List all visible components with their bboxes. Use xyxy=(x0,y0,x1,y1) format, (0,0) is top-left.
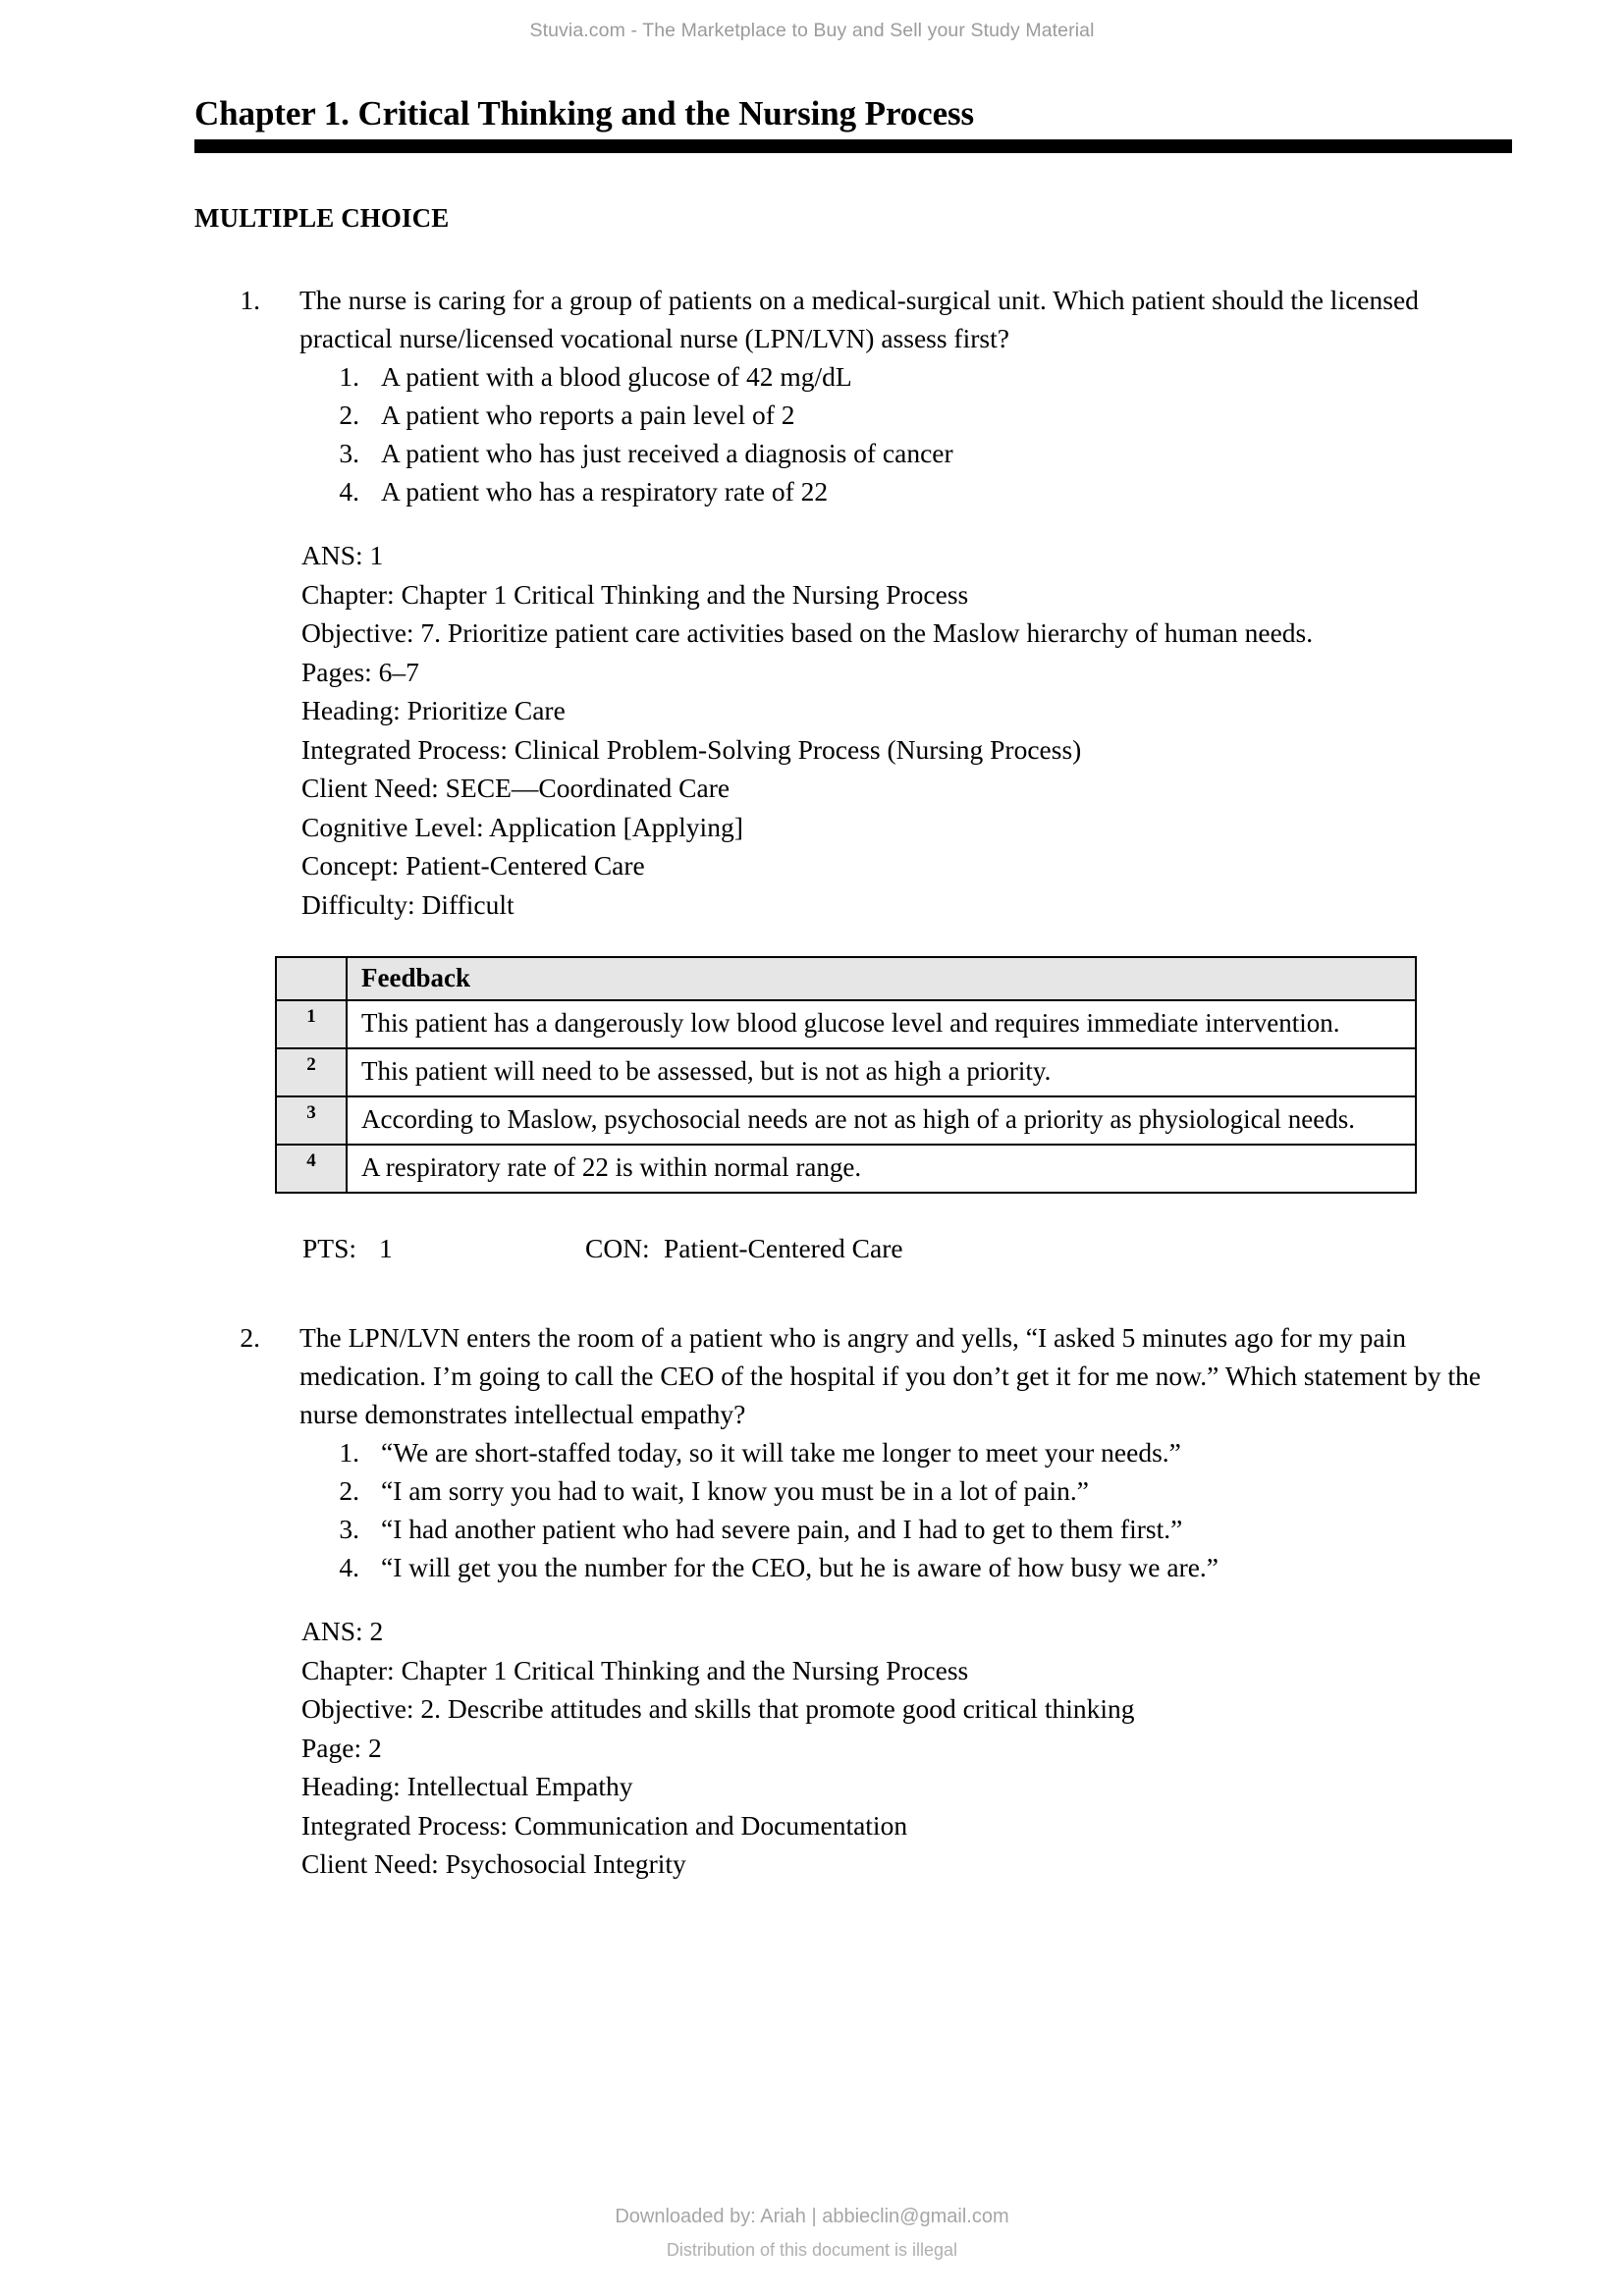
question-2-option-2[interactable] xyxy=(332,1471,1515,1510)
option-label: “I had another patient who had severe pain, and I had to get to them first.” xyxy=(381,1514,1183,1545)
option-number: 2. xyxy=(339,1475,359,1507)
feedback-row-text: This patient has a dangerously low blood glucose level and requires immediate intervention. xyxy=(347,1000,1416,1048)
feedback-row-number: 3 xyxy=(276,1096,347,1145)
question-2-stem: The LPN/LVN enters the room of a patient who is angry and yells, “I asked 5 minutes ago for my pain medication. I’m going to call the CEO of the hospital if you don’t get it for me now.” Which statement by the nurse demonstrates intellectual empathy? xyxy=(299,1322,1482,1430)
metadata-integrated-process: Integrated Process: Clinical Problem-Solving Process (Nursing Process) xyxy=(301,733,1082,765)
option-label: “I will get you the number for the CEO, but he is aware of how busy we are.” xyxy=(381,1552,1219,1583)
metadata-difficulty: Difficulty: Difficult xyxy=(301,888,514,920)
feedback-row-number: 1 xyxy=(276,1000,347,1048)
metadata-integrated-process: Integrated Process: Communication and Documentation xyxy=(301,1809,908,1841)
question-1-option-1[interactable] xyxy=(332,357,1515,396)
title-divider-rule xyxy=(194,139,1512,153)
question-1-stem: The nurse is caring for a group of patients on a medical-surgical unit. Which patient should the licensed practical nurse/licensed vocational nurse (LPN/LVN) assess first? xyxy=(299,285,1419,354)
feedback-row-text: A respiratory rate of 22 is within normal range. xyxy=(347,1145,1416,1193)
question-2-number: 2. xyxy=(240,1322,260,1354)
option-number: 4. xyxy=(339,1552,359,1583)
section-heading-multiple-choice: MULTIPLE CHOICE xyxy=(194,203,450,234)
question-2-metadata xyxy=(301,1612,1401,1884)
feedback-table xyxy=(275,956,1417,1194)
feedback-header-label: Feedback xyxy=(347,957,1416,1000)
option-number: 3. xyxy=(339,438,359,469)
question-2-stem-row xyxy=(194,1318,1515,1433)
footer-downloaded-by: Downloaded by: Ariah | abbieclin@gmail.com xyxy=(615,2206,1009,2227)
metadata-objective: Objective: 7. Prioritize patient care activities based on the Maslow hierarchy of human needs. xyxy=(301,617,1314,649)
option-label: A patient with a blood glucose of 42 mg/dL xyxy=(381,361,852,393)
question-block-1 xyxy=(194,281,1515,1267)
question-2-option-3[interactable] xyxy=(332,1510,1515,1548)
question-1-stem-row xyxy=(194,281,1515,357)
document-content xyxy=(194,94,1515,1884)
option-number: 2. xyxy=(339,400,359,431)
table-row xyxy=(276,1048,1416,1096)
feedback-row-text: According to Maslow, psychosocial needs are not as high of a priority as physiological needs. xyxy=(347,1096,1416,1145)
metadata-client-need: Client Need: SECE—Coordinated Care xyxy=(301,773,731,804)
footer-distribution-notice: Distribution of this document is illegal xyxy=(666,2240,958,2260)
metadata-cognitive-level: Cognitive Level: Application [Applying] xyxy=(301,811,743,842)
metadata-client-need: Client Need: Psychosocial Integrity xyxy=(301,1848,686,1880)
question-1-option-2[interactable] xyxy=(332,396,1515,434)
option-label: A patient who reports a pain level of 2 xyxy=(381,400,795,431)
question-2-option-4[interactable] xyxy=(332,1548,1515,1586)
metadata-objective: Objective: 2. Describe attitudes and skills that promote good critical thinking xyxy=(301,1693,1135,1725)
metadata-chapter: Chapter: Chapter 1 Critical Thinking and the Nursing Process xyxy=(301,1654,969,1685)
question-1-metadata xyxy=(301,536,1401,924)
metadata-pages: Pages: 6–7 xyxy=(301,656,419,687)
question-2-options xyxy=(332,1433,1515,1586)
feedback-row-number: 4 xyxy=(276,1145,347,1193)
option-number: 4. xyxy=(339,476,359,507)
table-row xyxy=(276,1000,1416,1048)
question-2-option-1[interactable] xyxy=(332,1433,1515,1471)
table-row xyxy=(276,1096,1416,1145)
con-label: CON: xyxy=(585,1233,650,1264)
question-1-option-4[interactable] xyxy=(332,472,1515,510)
pts-label: PTS: xyxy=(302,1233,357,1264)
site-watermark-header: Stuvia.com - The Marketplace to Buy and Sell your Study Material xyxy=(529,20,1095,41)
feedback-row-text: This patient will need to be assessed, but is not as high a priority. xyxy=(347,1048,1416,1096)
option-label: “I am sorry you had to wait, I know you must be in a lot of pain.” xyxy=(381,1475,1089,1507)
option-label: A patient who has a respiratory rate of 22 xyxy=(381,476,829,507)
answer-key-line: ANS: 1 xyxy=(301,540,384,571)
question-1-options xyxy=(332,357,1515,510)
feedback-row-number: 2 xyxy=(276,1048,347,1096)
answer-key-line: ANS: 2 xyxy=(301,1616,384,1647)
table-header-row xyxy=(276,957,1416,1000)
pts-value: 1 xyxy=(379,1233,393,1264)
metadata-page: Page: 2 xyxy=(301,1732,382,1763)
option-number: 1. xyxy=(339,361,359,393)
option-number: 3. xyxy=(339,1514,359,1545)
table-row xyxy=(276,1145,1416,1193)
option-number: 1. xyxy=(339,1437,359,1468)
option-label: “We are short-staffed today, so it will take me longer to meet your needs.” xyxy=(381,1437,1181,1468)
metadata-concept: Concept: Patient-Centered Care xyxy=(301,850,645,881)
question-block-2 xyxy=(194,1318,1515,1884)
metadata-chapter: Chapter: Chapter 1 Critical Thinking and the Nursing Process xyxy=(301,578,969,610)
feedback-table-wrapper xyxy=(275,956,1515,1194)
question-1-pts-line xyxy=(302,1229,1515,1267)
question-1-number: 1. xyxy=(240,285,260,316)
con-value: Patient-Centered Care xyxy=(664,1233,903,1264)
page-title: Chapter 1. Critical Thinking and the Nursing Process xyxy=(194,94,975,133)
question-1-option-3[interactable] xyxy=(332,434,1515,472)
feedback-header-number-cell xyxy=(276,957,347,1000)
metadata-heading: Heading: Prioritize Care xyxy=(301,695,566,726)
page-footer xyxy=(0,2206,1624,2261)
option-label: A patient who has just received a diagnosis of cancer xyxy=(381,438,953,469)
metadata-heading: Heading: Intellectual Empathy xyxy=(301,1771,633,1802)
